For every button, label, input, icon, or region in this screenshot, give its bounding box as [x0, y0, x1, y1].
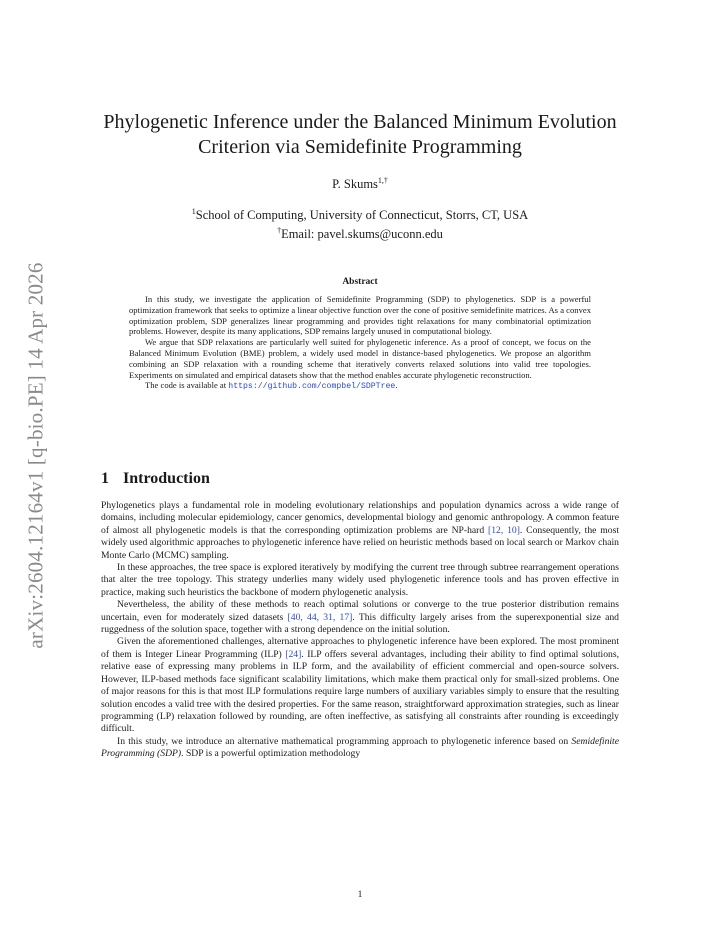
intro-paragraph-2: In these approaches, the tree space is explored iteratively by modifying the current tree through subtree rearrangement operations that alter the tree topology. This strategy underlies many widely used phylogenetic inference tools and has proven effective in practice, making such heuristics the backbone of modern phylogenetic analysis.	[101, 562, 619, 598]
intro-p5-text-a: In this study, we introduce an alternative mathematical programming approach to phylogenetic inference based on	[117, 735, 572, 747]
intro-p3-text-b: . This difficulty largely arises from the superexponential size and ruggedness of the solution space, together with a strong dependence on the initial solution.	[101, 611, 619, 636]
code-link[interactable]: https://github.com/compbel/SDPTree	[228, 382, 396, 392]
section-number: 1	[101, 470, 109, 487]
affiliation-line	[101, 204, 619, 223]
abstract-body	[129, 294, 591, 393]
email-line	[101, 223, 619, 242]
section-title: Introduction	[123, 470, 210, 487]
author-marks: 1,†	[377, 176, 388, 185]
intro-p3-text-a: Nevertheless, the ability of these methods to reach optimal solutions or converge to the true posterior distribution remains uncertain, even for moderately sized datasets	[101, 599, 619, 623]
intro-paragraph-5	[101, 736, 619, 761]
affiliation-mark-2: †	[277, 226, 282, 236]
intro-p5-text-b: . SDP is a powerful optimization methodology	[181, 748, 361, 760]
abstract-paragraph-2: We argue that SDP relaxations are particularly well suited for phylogenetic inference. As a proof of concept, we focus on the Balanced Minimum Evolution (BME) problem, a widely used model in distance-based phylogenetics. We propose an algorithm combining an SDP relaxation with a rounding scheme that iteratively converts relaxed solutions into valid tree topologies. Experiments on simulated and empirical datasets show that the method enables accurate phylogenetic reconstruction.	[129, 337, 591, 380]
abstract-code-line	[129, 380, 591, 393]
intro-paragraph-1	[101, 500, 619, 562]
page-number: 1	[357, 890, 363, 900]
intro-p4-text-a: Given the aforementioned challenges, alternative approaches to phylogenetic inference have been explored. The most prominent of them is Integer Linear Programming (ILP)	[101, 636, 619, 660]
abstract-heading: Abstract	[342, 277, 378, 287]
affiliation-text: School of Computing, University of Connecticut, Storrs, CT, USA	[195, 208, 529, 223]
citation-link[interactable]: [40, 44, 31, 17]	[287, 611, 353, 623]
section-heading	[101, 470, 619, 488]
title-line-2: Criterion via Semidefinite Programming	[198, 136, 522, 158]
paper-title	[101, 110, 619, 160]
intro-paragraph-3	[101, 599, 619, 636]
title-line-1: Phylogenetic Inference under the Balanced Minimum Evolution	[103, 111, 617, 133]
author-line	[101, 176, 619, 192]
abstract-paragraph-1: In this study, we investigate the application of Semidefinite Programming (SDP) to phylogenetics. SDP is a powerful optimization framework that seeks to optimize a linear objective function over the cone of positive semidefinite matrices. As a convex optimization problem, SDP generalizes linear programming and provides tight relaxations for many combinatorial optimization problems. However, despite its many applications, SDP remains largely unused in computational biology.	[129, 294, 591, 337]
email-text[interactable]: Email: pavel.skums@uconn.edu	[281, 227, 443, 242]
code-prefix: The code is available at	[145, 380, 229, 391]
affiliation-block	[101, 204, 619, 242]
intro-paragraph-4	[101, 636, 619, 735]
affiliation-mark-1: 1	[191, 207, 196, 216]
citation-link[interactable]: [24]	[285, 648, 302, 660]
intro-p1-text-a: Phylogenetics plays a fundamental role in modeling evolutionary relationships and population dynamics across a wide range of domains, including molecular epidemiology, cancer genomics, developmental biology and genomic anthropology. A common feature of almost all phylogenetic models is that the corresponding optimization problems are NP-hard	[101, 500, 619, 536]
intro-p4-text-b: . ILP offers several advantages, including their ability to find optimal solutions, relative ease of expressing many problems in ILP form, and the availability of efficient commercial and open-source solvers. However, ILP-based methods face significant scalability limitations, which make them practical only for small-sized problems. One of major reasons for this is that most ILP formulations require large numbers of auxiliary variables simply to ensure that the resulting solution encodes a valid tree with the desired properties. For the same reason, straightforward approximation strategies, such as linear programming (LP) relaxation followed by rounding, are often ineffective, as satisfying all constraints after rounding is exceedingly difficult.	[101, 648, 619, 735]
introduction-body	[101, 500, 619, 761]
intro-p5-emphasis: Semidefinite Programming (SDP)	[101, 735, 619, 760]
author-name: P. Skums	[332, 177, 378, 192]
arxiv-stamp	[16, 245, 56, 665]
code-suffix: .	[395, 380, 398, 391]
intro-p1-text-b: . Consequently, the most widely used algorithmic approaches to phylogenetic inference have relied on heuristic methods based on local search or Markov chain Monte Carlo (MCMC) sampling.	[101, 524, 619, 561]
citation-link[interactable]: [12, 10]	[488, 524, 520, 536]
arxiv-identifier: arXiv:2604.12164v1 [q-bio.PE] 14 Apr 2026	[23, 261, 48, 649]
